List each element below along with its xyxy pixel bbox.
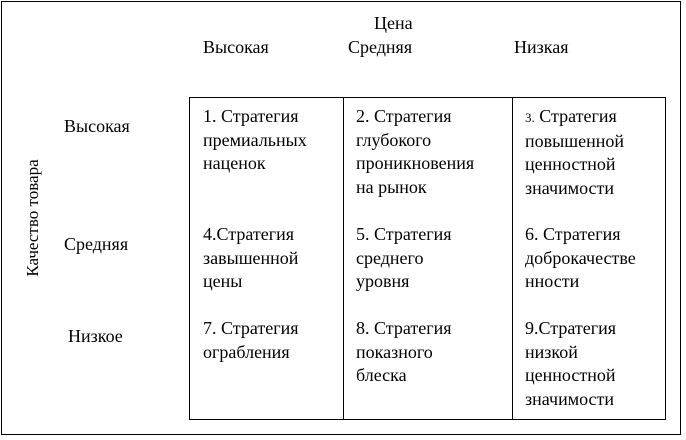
quality-low-label: Низкое — [68, 326, 123, 346]
strategy-number: 1. — [203, 106, 217, 126]
strategy-cell-3 — [525, 105, 624, 200]
price-high-label: Высокая — [203, 37, 269, 57]
strategy-number: 9. — [525, 318, 539, 338]
strategy-cell-1 — [203, 105, 307, 176]
strategy-matrix — [189, 97, 666, 420]
strategy-text: Стратегия показного блеска — [356, 318, 452, 385]
strategy-cell-7 — [203, 317, 299, 364]
strategy-cell-9 — [525, 317, 616, 411]
price-low-label: Низкая — [514, 37, 569, 57]
strategy-number: 6. — [525, 224, 539, 244]
strategy-cell-8 — [356, 317, 452, 388]
strategy-text: Стратегия премиальных наценок — [203, 106, 307, 173]
strategy-text: Стратегия глубокого проникновения на рынок — [356, 106, 475, 197]
price-axis-title: Цена — [374, 13, 413, 33]
strategy-number: 4. — [203, 224, 217, 244]
strategy-text: Стратегия низкой ценностной значимости — [525, 318, 617, 409]
strategy-text: Стратегия ограбления — [203, 318, 299, 362]
strategy-text: Стратегия повышенной ценностной значимости — [525, 106, 624, 198]
strategy-text: Стратегия доброкачестве нности — [525, 224, 636, 291]
quality-medium-label: Средняя — [64, 234, 129, 254]
column-divider — [343, 98, 344, 419]
quality-high-label: Высокая — [64, 116, 130, 136]
strategy-cell-6 — [525, 223, 636, 294]
strategy-number: 5. — [356, 224, 370, 244]
column-divider — [512, 98, 513, 419]
price-medium-label: Средняя — [348, 37, 413, 57]
quality-axis-title: Качество товара — [23, 159, 42, 277]
strategy-cell-5 — [356, 223, 452, 294]
strategy-number: 3. — [525, 110, 535, 125]
strategy-number: 8. — [356, 318, 370, 338]
strategy-number: 7. — [203, 318, 217, 338]
strategy-number: 2. — [356, 106, 370, 126]
strategy-cell-4 — [203, 223, 298, 294]
strategy-text: Стратегия завышенной цены — [203, 224, 299, 291]
strategy-cell-2 — [356, 105, 474, 199]
strategy-text: Стратегия среднего уровня — [356, 224, 452, 291]
